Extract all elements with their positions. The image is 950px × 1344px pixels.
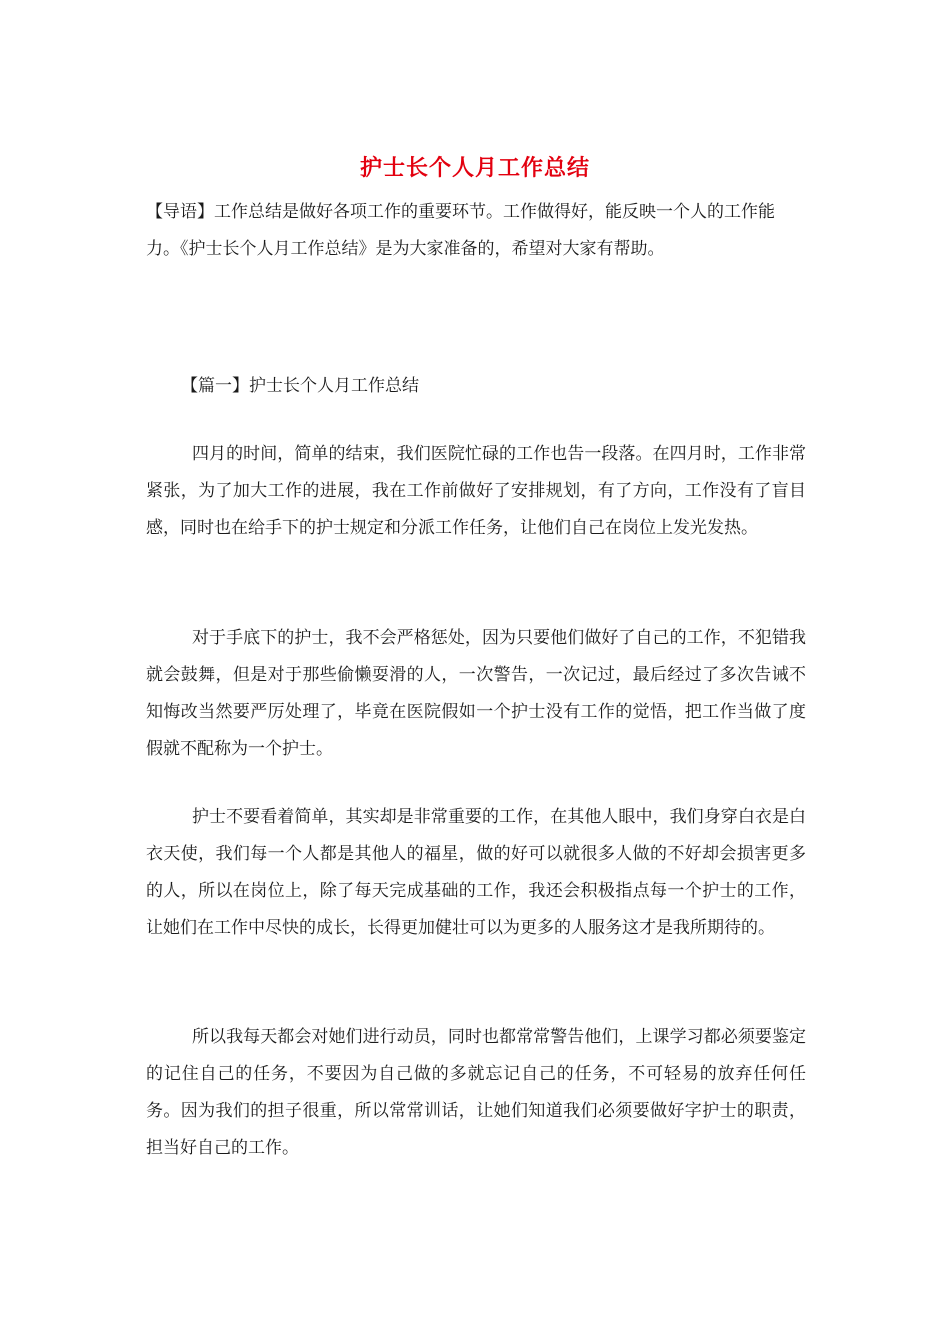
body-paragraph: 护士不要看着简单，其实却是非常重要的工作，在其他人眼中，我们身穿白衣是白衣天使，我们每一个人都是其他人的福星，做的好可以就很多人做的不好却会损害更多的人，所以在岗位上，除了每天完成基础的工作，我还会积极指点每一个护士的工作，让她们在工作中尽快的成长，长得更加健壮可以为更多的人服务这才是我所期待的。: [146, 807, 806, 938]
body-paragraph: 对于手底下的护士，我不会严格惩处，因为只要他们做好了自己的工作，不犯错我就会鼓舞，但是对于那些偷懒耍滑的人，一次警告，一次记过，最后经过了多次告诫不知悔改当然要严厉处理了，毕竟在医院假如一个护士没有工作的觉悟，把工作当做了度假就不配称为一个护士。: [146, 628, 806, 759]
section-heading: 【篇一】护士长个人月工作总结: [181, 376, 419, 396]
body-paragraph: 所以我每天都会对她们进行动员，同时也都常常警告他们，上课学习都必须要鉴定的记住自己的任务，不要因为自己做的多就忘记自己的任务，不可轻易的放弃任何任务。因为我们的担子很重，所以常常训话，让她们知道我们必须要做好字护士的职责，担当好自己的工作。: [146, 1027, 806, 1158]
intro-paragraph: 【导语】工作总结是做好各项工作的重要环节。工作做得好，能反映一个人的工作能力。《护士长个人月工作总结》是为大家准备的，希望对大家有帮助。: [146, 202, 775, 259]
body-paragraph: 四月的时间，简单的结束，我们医院忙碌的工作也告一段落。在四月时，工作非常紧张，为了加大工作的进展，我在工作前做好了安排规划，有了方向，工作没有了盲目感，同时也在给手下的护士规定和分派工作任务，让他们自己在岗位上发光发热。: [146, 444, 806, 538]
document-title: 护士长个人月工作总结: [359, 155, 590, 181]
